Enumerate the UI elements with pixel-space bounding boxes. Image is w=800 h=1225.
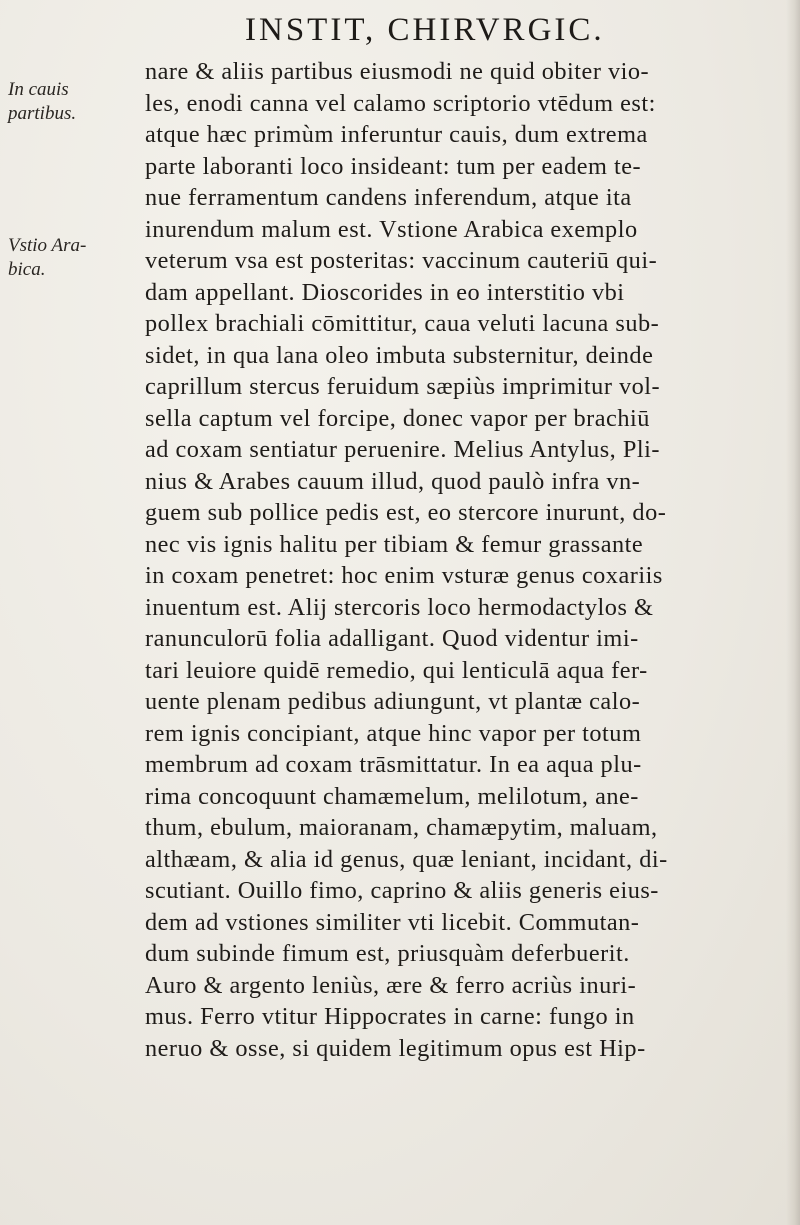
text-line: nue ferramentum candens inferendum, atque ita [145, 184, 632, 211]
text-line: in coxam penetret: hoc enim vsturæ genus coxariis [145, 562, 663, 589]
text-line: sella captum vel forcipe, donec vapor per brachiū [145, 404, 650, 432]
text-line: pollex brachiali cōmittitur, caua veluti lacuna sub- [145, 310, 660, 337]
margin-note-line: Vstio Ara- [8, 235, 87, 256]
text-line: uente plenam pedibus adiungunt, vt plantæ calo- [145, 688, 641, 715]
margin-note-line: partibus. [8, 103, 77, 124]
text-line: membrum ad coxam trāsmittatur. In ea aqua plu- [145, 751, 642, 778]
text-line: rima concoquunt chamæmelum, melilotum, ane- [145, 782, 639, 810]
text-line: les, enodi canna vel calamo scriptorio vtēdum est: [145, 89, 656, 117]
text-line: thum, ebulum, maioranam, chamæpytim, maluam, [145, 814, 658, 841]
text-line: inurendum malum est. Vstione Arabica exemplo [145, 215, 638, 243]
text-line: Auro & argento leniùs, ære & ferro acriùs inuri- [145, 971, 637, 999]
body-text [145, 56, 790, 1064]
margin-note-vstio-arabica [8, 234, 86, 282]
text-line: sidet, in qua lana oleo imbuta substernitur, deinde [145, 341, 654, 369]
text-line: althæam, & alia id genus, quæ leniant, incidant, di- [145, 845, 668, 873]
text-line: dam appellant. Dioscorides in eo interstitio vbi [145, 278, 625, 306]
text-line: parte laboranti loco insideant: tum per eadem te- [145, 152, 642, 180]
text-line: scutiant. Ouillo fimo, caprino & aliis generis eius- [145, 877, 659, 904]
text-line: rem ignis concipiant, atque hinc vapor per totum [145, 719, 642, 747]
text-line: veterum vsa est posteritas: vaccinum cauteriū qui- [145, 247, 658, 274]
text-line: nius & Arabes cauum illud, quod paulò infra vn- [145, 467, 641, 495]
text-line: inuentum est. Alij stercoris loco hermodactylos & [145, 593, 654, 621]
margin-note-line: bica. [8, 259, 46, 280]
text-line: guem sub pollice pedis est, eo stercore inurunt, do- [145, 499, 667, 526]
text-line: dem ad vstiones similiter vti licebit. Commutan- [145, 908, 640, 936]
text-line: mus. Ferro vtitur Hippocrates in carne: fungo in [145, 1003, 635, 1030]
running-head: INSTIT, CHIRVRGIC. [245, 12, 605, 48]
text-line: neruo & osse, si quidem legitimum opus est Hip- [145, 1034, 646, 1062]
text-line: ad coxam sentiatur peruenire. Melius Antylus, Pli- [145, 436, 660, 463]
text-line: caprillum stercus feruidum sæpiùs imprimitur vol- [145, 373, 661, 400]
margin-note-line: In cauis [8, 79, 69, 100]
text-line: dum subinde fimum est, priusquàm deferbuerit. [145, 940, 630, 967]
text-line: ranunculorū folia adalligant. Quod videntur imi- [145, 625, 639, 652]
margin-note-in-cauis [8, 78, 76, 126]
text-line: nare & aliis partibus eiusmodi ne quid obiter vio- [145, 58, 650, 85]
text-line: nec vis ignis halitu per tibiam & femur grassante [145, 530, 644, 558]
text-line: atque hæc primùm inferuntur cauis, dum extrema [145, 121, 648, 148]
text-line: tari leuiore quidē remedio, qui lenticulā aqua fer- [145, 656, 648, 684]
